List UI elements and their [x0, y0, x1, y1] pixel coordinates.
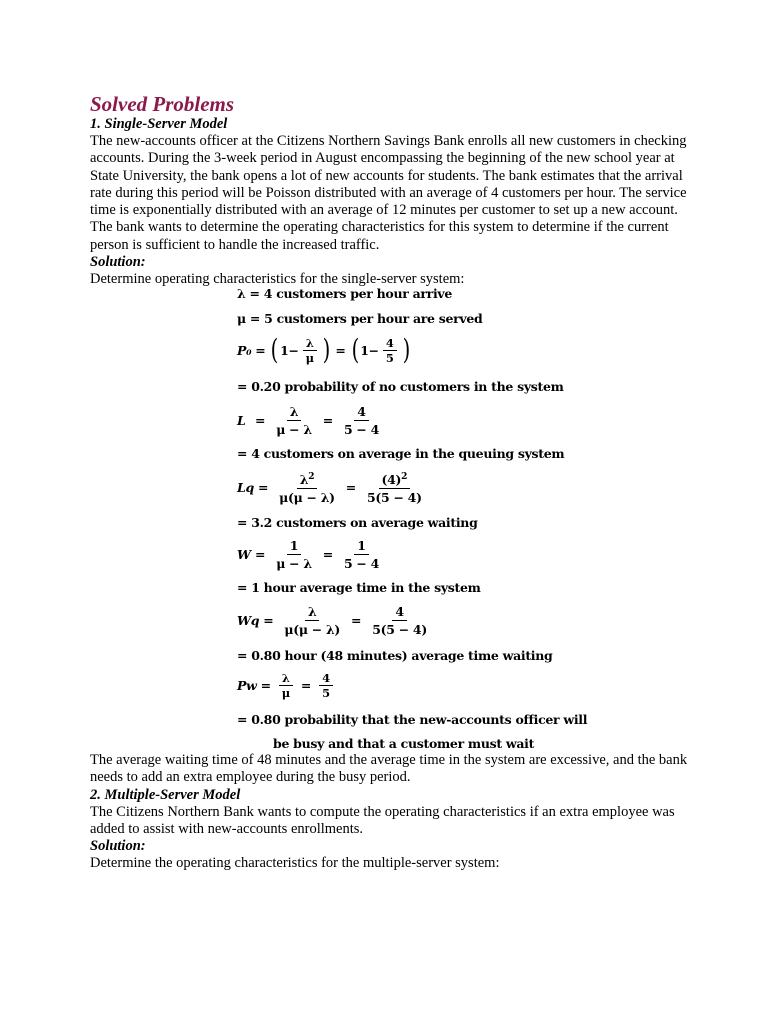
L-formula: L = $\frac{\lambda}{\mu - \lambda}$ = $\frac{4}{5 - 4}$: [237, 404, 380, 437]
section-1-solution-label: Solution:: [90, 254, 146, 271]
p0-result: = 0.20 probability of no customers in the system: [237, 379, 564, 394]
mu-line: μ = 5 customers per hour are served: [237, 311, 483, 326]
section-2: [90, 752, 690, 872]
section-1-heading: 1. Single-Server Model: [90, 116, 228, 132]
Lq-formula: Lq = $\frac{\lambda^2}{\mu(\mu - \lambda)}$ = $\frac{(4)^2}{5(5 - 4)}$: [237, 472, 422, 506]
W-result: = 1 hour average time in the system: [237, 580, 481, 595]
pw-formula: Pw = $\frac{\lambda}{\mu}$ = $\frac{4}{5}$: [237, 672, 337, 699]
pw-result-line-2: be busy and that a customer must wait: [273, 736, 535, 751]
Lq-label: Lq: [237, 480, 254, 496]
p0-formula: P₀ = ( 1− $\frac{\lambda}{\mu}$ ) = ( 1− $\frac{4}{5}$ ): [237, 333, 410, 366]
section-1-solution-intro: Determine operating characteristics for the single-server system:: [90, 271, 465, 288]
pw-result-line-1: = 0.80 probability that the new-accounts officer will: [237, 712, 588, 727]
L-label: L: [237, 413, 246, 428]
Lq-result: = 3.2 customers on average waiting: [237, 515, 478, 530]
p0-label: P₀: [237, 342, 252, 358]
Wq-result: = 0.80 hour (48 minutes) average time waiting: [237, 648, 553, 663]
Wq-label: Wq: [237, 613, 260, 628]
W-label: W: [237, 547, 251, 562]
L-result: = 4 customers on average in the queuing system: [237, 446, 565, 461]
pw-label: Pw: [237, 678, 257, 693]
lambda-line: λ = 4 customers per hour arrive: [237, 286, 453, 301]
Wq-formula: Wq = $\frac{\lambda}{\mu(\mu - \lambda)}$ = $\frac{4}{5(5 - 4)}$: [237, 604, 427, 637]
section-2-solution-intro: Determine the operating characteristics for the multiple-server system:: [90, 855, 500, 872]
section-1-conclusion: The average waiting time of 48 minutes and the average time in the system are excessive, and the bank needs to add an extra employee during the busy period.: [90, 752, 688, 786]
section-2-heading: 2. Multiple-Server Model: [90, 786, 241, 803]
W-formula: W = $\frac{1}{\mu - \lambda}$ = $\frac{1}{5 - 4}$: [237, 538, 380, 571]
section-1-intro: The new-accounts officer at the Citizens Northern Savings Bank enrolls all new customers in checking accounts. During the 3-week period in August encompassing the beginning of the new school year at State University, the bank opens a lot of new accounts for students. The bank estimates that the arrival rate during this period will be Poisson distributed with an average of 4 customers per hour. The service time is exponentially distributed with an average of 12 minutes per customer to set up a new account. The bank wants to determine the operating characteristics for this system to determine if the current person is sufficient to handle the increased traffic.: [90, 133, 687, 253]
page-title: Solved Problems: [90, 92, 235, 116]
section-2-intro: The Citizens Northern Bank wants to compute the operating characteristics if an extra employee was added to assist with new-accounts enrollments.: [90, 803, 675, 837]
section-1: [90, 92, 690, 288]
section-2-solution-label: Solution:: [90, 838, 146, 855]
